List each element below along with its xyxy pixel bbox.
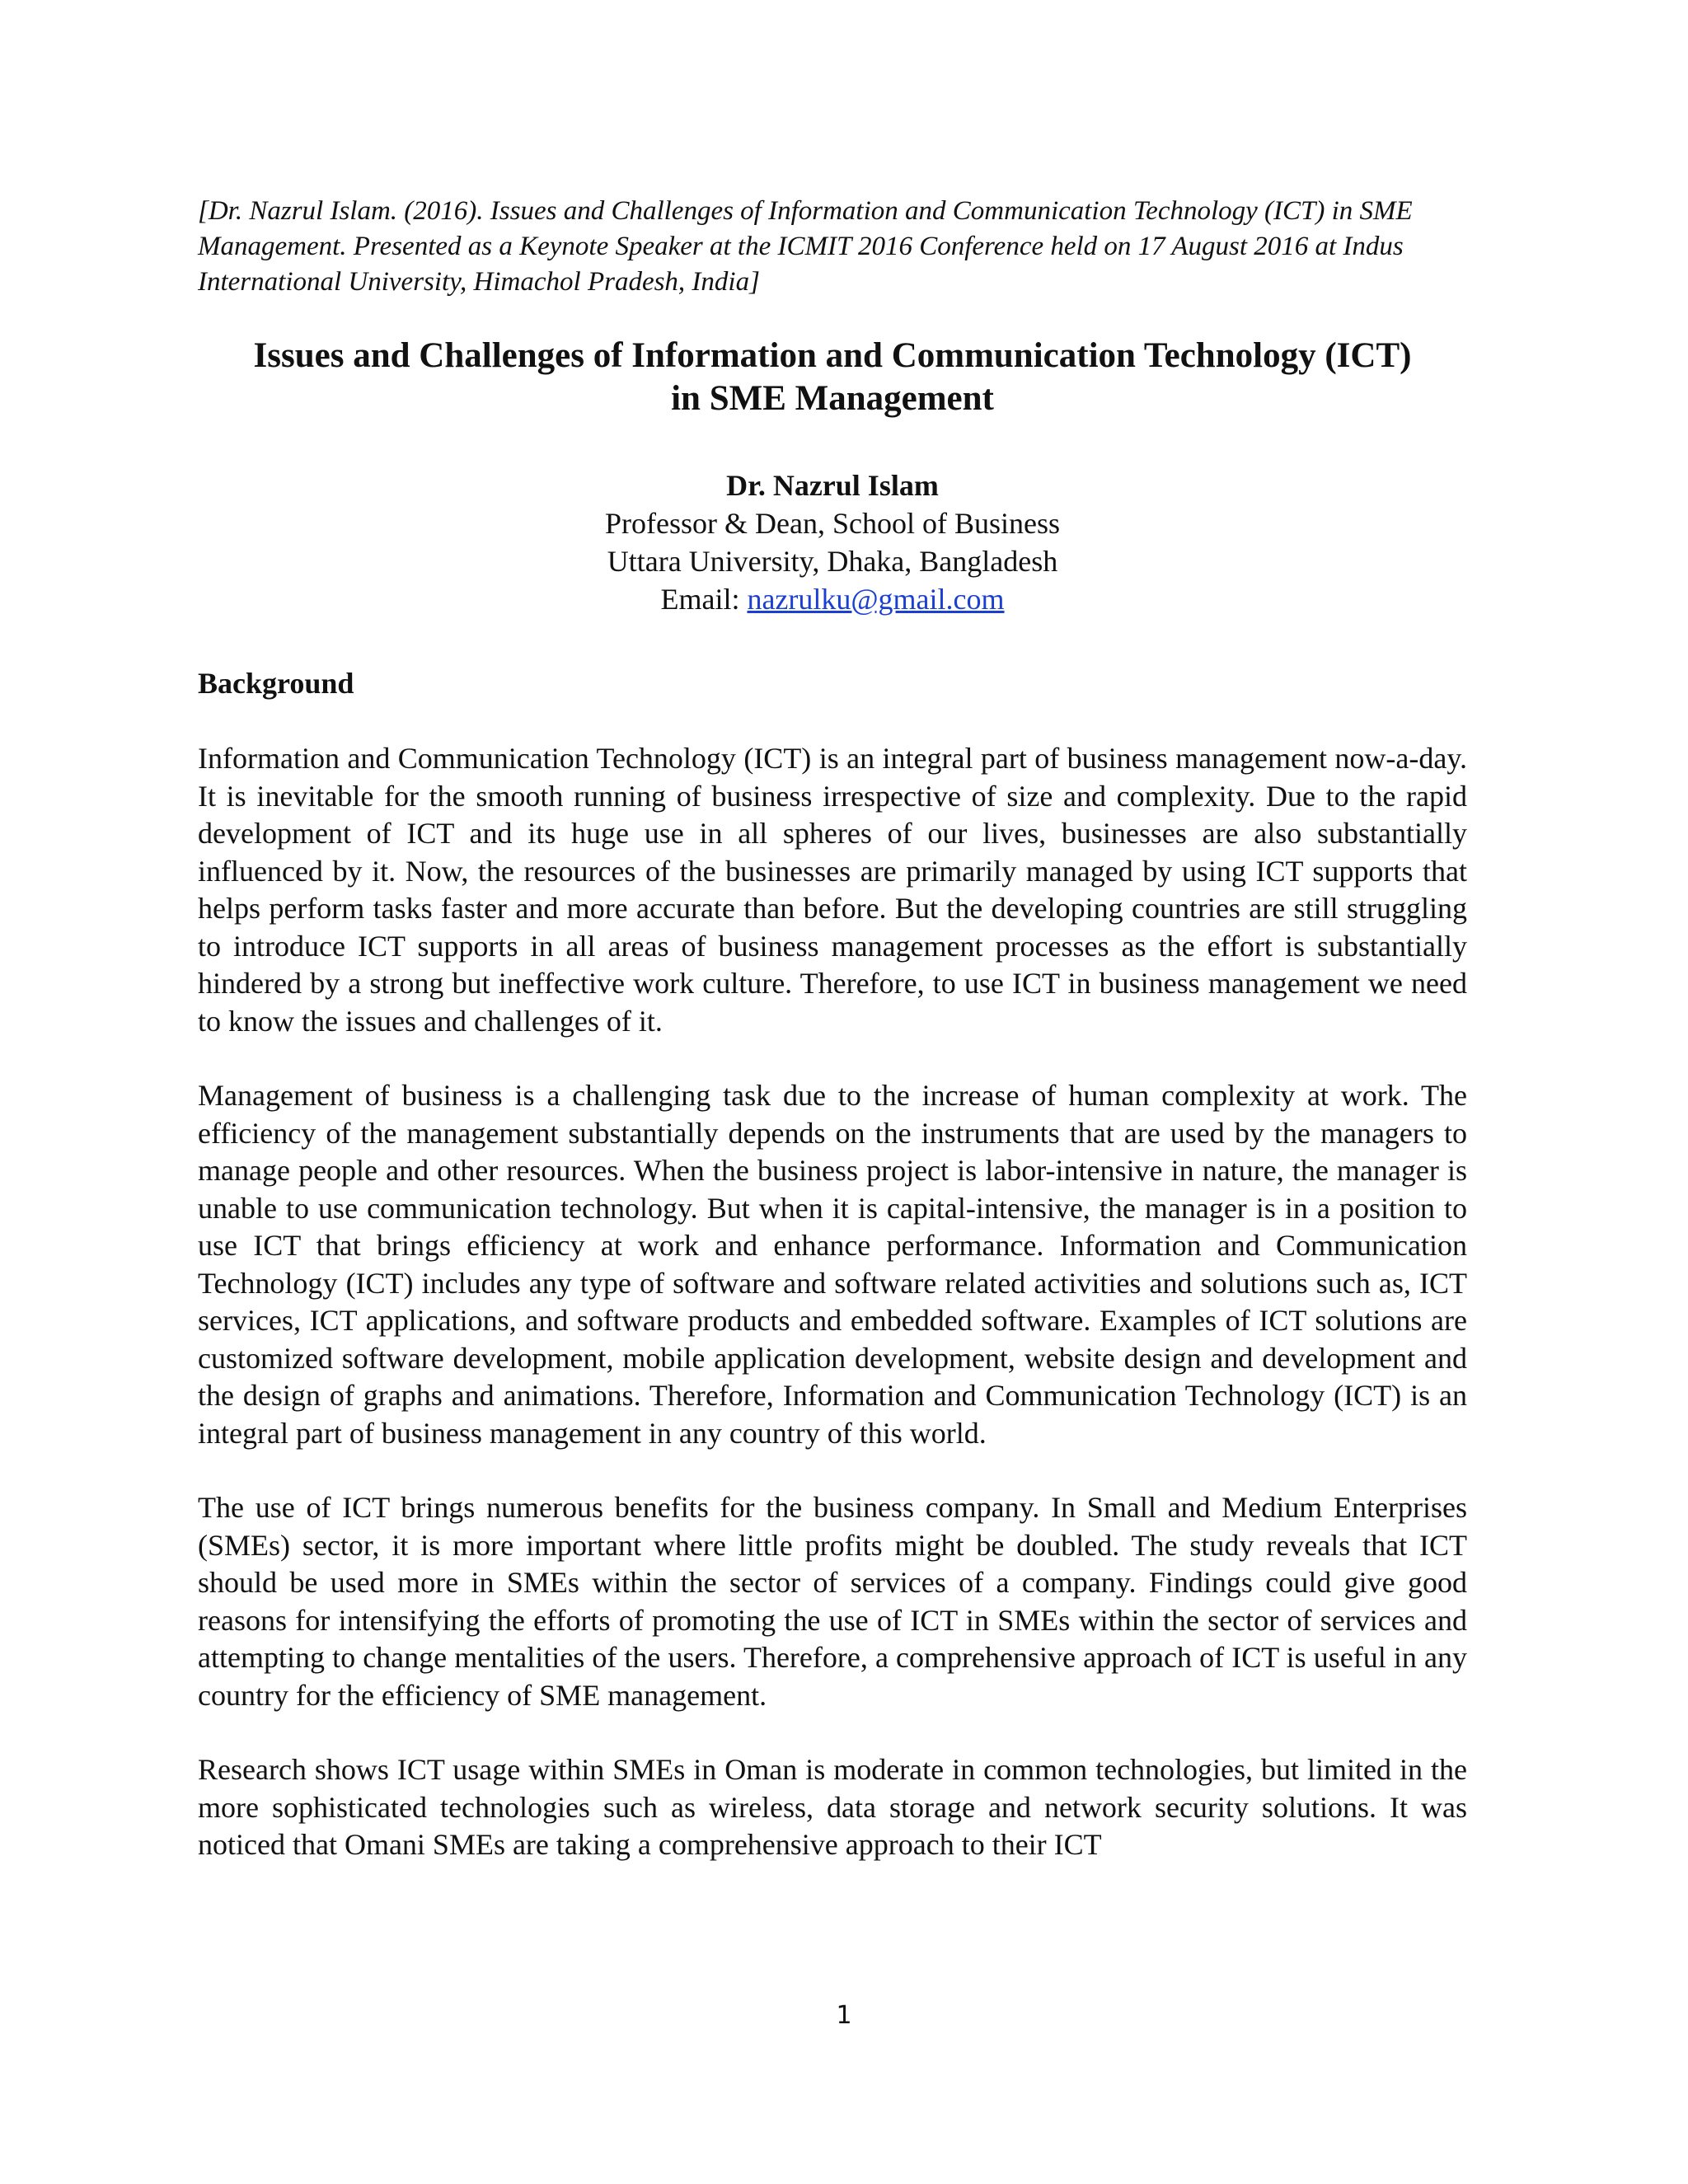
page-number: 1 — [836, 2001, 852, 2030]
document-page — [198, 194, 1467, 1901]
paper-title-line-2: in SME Management — [671, 379, 994, 418]
author-name: Dr. Nazrul Islam — [726, 469, 939, 502]
author-email-line — [198, 580, 1467, 618]
paragraph-3: The use of ICT brings numerous benefits for the business company. In Small and Medium Enterprises (SMEs) sector, it is more important where little profits might be doubled. The study reveals that ICT should be used more in SMEs within the sector of services of a company. Findings could give good reasons for intensifying the efforts of promoting the use of ICT in SMEs within the sector of services and attempting to change mentalities of the users. Therefore, a comprehensive approach of ICT is useful in any country for the efficiency of SME management. — [198, 1491, 1467, 1712]
author-affiliation: Uttara University, Dhaka, Bangladesh — [607, 545, 1058, 578]
author-block — [198, 466, 1467, 618]
paper-title-line-1: Issues and Challenges of Information and Communication Technology (ICT) — [253, 336, 1412, 375]
paragraph-2: Management of business is a challenging task due to the increase of human complexity at work. The efficiency of the management substantially depends on the instruments that are used by the managers to manage people and other resources. When the business project is labor-intensive in nature, the manager is unable to use communication technology. But when it is capital-intensive, the manager is in a position to use ICT that brings efficiency at work and enhance performance. Information and Communication Technology (ICT) includes any type of software and software related activities and solutions such as, ICT services, ICT applications, and software products and embedded software. Examples of ICT solutions are customized software development, mobile application development, website design and development and the design of graphs and animations. Therefore, Information and Communication Technology (ICT) is an integral part of business management in any country of this world. — [198, 1079, 1467, 1450]
citation-note: [Dr. Nazrul Islam. (2016). Issues and Challenges of Information and Communication Technology (ICT) in SME Management. Presented as a Keynote Speaker at the ICMIT 2016 Conference held on 17 August 2016 at Indus International University, Himachol Pradesh, India] — [198, 196, 1413, 297]
author-position: Professor & Dean, School of Business — [605, 507, 1060, 540]
email-link[interactable]: nazrulku@gmail.com — [747, 583, 1005, 616]
section-heading-background: Background — [198, 667, 354, 700]
paragraph-1: Information and Communication Technology (ICT) is an integral part of business management now-a-day. It is inevitable for the smooth running of business irrespective of size and complexity. Due to the rapid development of ICT and its huge use in all spheres of our lives, businesses are also substantially influenced by it. Now, the resources of the businesses are primarily managed by using ICT supports that helps perform tasks faster and more accurate than before. But the developing countries are still struggling to introduce ICT supports in all areas of business management processes as the effort is substantially hindered by a strong but ineffective work culture. Therefore, to use ICT in business management we need to know the issues and challenges of it. — [198, 742, 1467, 1038]
paper-title — [198, 335, 1467, 420]
email-label: Email: — [660, 583, 748, 616]
paragraph-4: Research shows ICT usage within SMEs in Oman is moderate in common technologies, but limited in the more sophisticated technologies such as wireless, data storage and network security solutions. It was noticed that Omani SMEs are taking a comprehensive approach to their ICT — [198, 1753, 1467, 1861]
